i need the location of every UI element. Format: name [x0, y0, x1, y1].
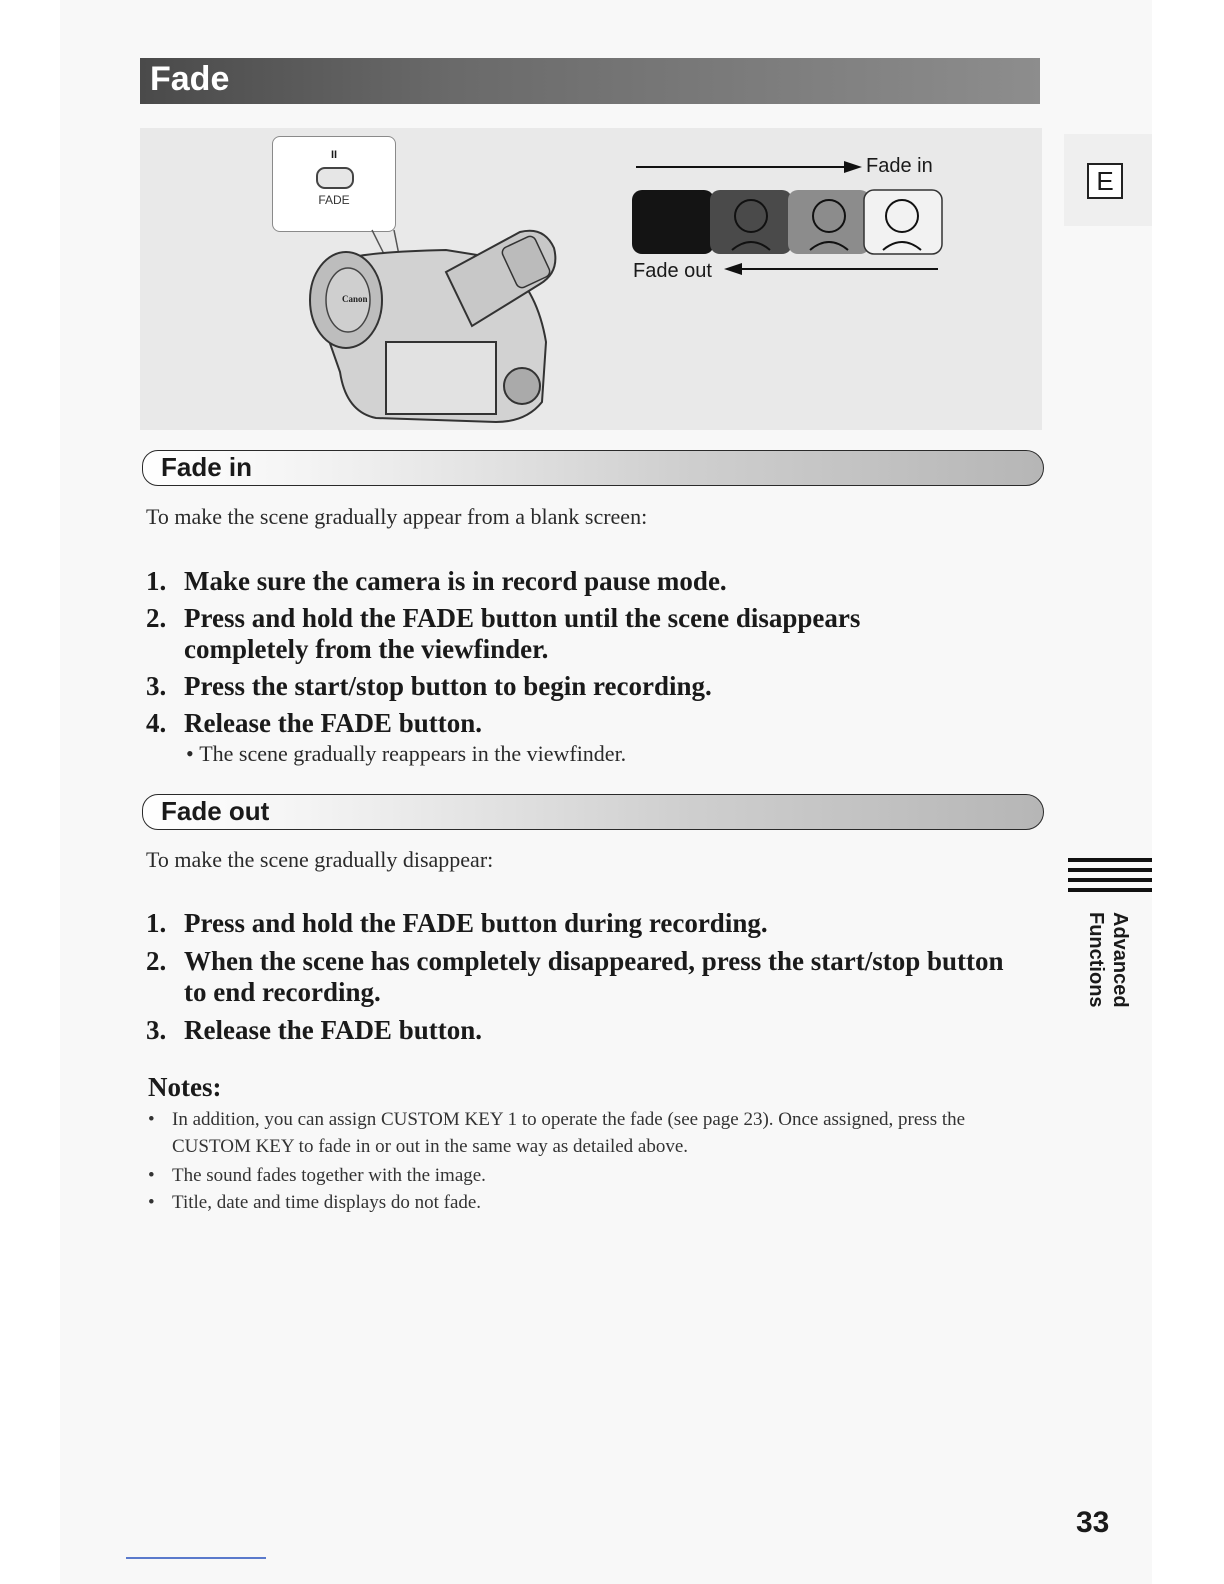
fade-in-step: [146, 566, 1026, 597]
fade-out-heading: Fade out: [161, 796, 270, 826]
step-text: When the scene has completely disappeared, press the start/stop button to end recording.: [184, 946, 1004, 1007]
fade-out-intro: To make the scene gradually disappear:: [146, 847, 494, 872]
fade-in-bullet: [186, 741, 626, 767]
bullet-dot: •: [148, 1192, 155, 1213]
step-text: Press and hold the FADE button until the scene disappears completely from the viewfinder.: [184, 603, 861, 664]
step-number: 3.: [146, 671, 167, 701]
step-number: 3.: [146, 1015, 167, 1045]
fade-in-step: [146, 671, 1026, 702]
side-label-line2: Functions: [1085, 912, 1107, 1008]
step-number: 2.: [146, 603, 167, 633]
note-text: In addition, you can assign CUSTOM KEY 1 to operate the fade (see page 23). Once assigned, press the CUSTOM KEY to fade in or out in the same way as detailed above.: [172, 1109, 966, 1157]
language-tab-e: E: [1087, 163, 1123, 199]
fade-button-caption: FADE: [318, 193, 350, 207]
note-item: [148, 1189, 1038, 1216]
fade-in-label: Fade in: [866, 155, 933, 177]
fade-in-step: [146, 708, 1026, 739]
step-text: Press and hold the FADE button during recording.: [184, 908, 768, 938]
fade-out-step: [146, 908, 1026, 939]
note-text: Title, date and time displays do not fade.: [172, 1192, 482, 1213]
bullet-dot: •: [186, 741, 200, 766]
page-title: Fade: [150, 60, 230, 98]
footer-rule: [126, 1557, 266, 1559]
step-number: 1.: [146, 566, 167, 596]
fade-in-section-header: [142, 450, 1044, 486]
step-text: Release the FADE button.: [184, 708, 482, 738]
note-item: [148, 1106, 1038, 1160]
fade-button-drawing: [316, 167, 354, 189]
fade-out-arrow-icon: [724, 262, 940, 276]
note-item: [148, 1162, 1038, 1189]
fade-button-callout: [272, 136, 396, 232]
title-bar: [140, 58, 1040, 104]
bullet-text: The scene gradually reappears in the viewfinder.: [199, 741, 627, 766]
fade-out-step: [146, 946, 1016, 1008]
bullet-dot: •: [148, 1165, 155, 1186]
fade-in-arrow-icon: [636, 160, 866, 174]
fade-in-heading: Fade in: [161, 452, 253, 482]
pause-icon: II: [330, 149, 338, 161]
fade-out-section-header: [142, 794, 1044, 830]
fade-out-label: Fade out: [633, 260, 712, 282]
step-text: Press the start/stop button to begin recording.: [184, 671, 712, 701]
fade-frames-illustration: [632, 186, 944, 258]
note-text: The sound fades together with the image.: [172, 1165, 486, 1186]
side-label-line1: Advanced: [1109, 912, 1131, 1008]
camera-brand-text: Canon: [342, 294, 368, 304]
bullet-dot: •: [148, 1109, 155, 1130]
section-marker-lines: [1068, 858, 1152, 898]
step-text: Release the FADE button.: [184, 1015, 482, 1045]
step-number: 1.: [146, 908, 167, 938]
fade-out-step: [146, 1015, 1026, 1046]
fade-in-step: [146, 603, 966, 665]
fade-in-intro: To make the scene gradually appear from a blank screen:: [146, 504, 648, 529]
notes-title: Notes:: [148, 1072, 222, 1102]
step-text: Make sure the camera is in record pause mode.: [184, 566, 727, 596]
side-section-label: [1052, 900, 1132, 1020]
page-number: 33: [1076, 1506, 1110, 1539]
step-number: 2.: [146, 946, 167, 976]
step-number: 4.: [146, 708, 167, 738]
camcorder-illustration: [296, 222, 566, 432]
